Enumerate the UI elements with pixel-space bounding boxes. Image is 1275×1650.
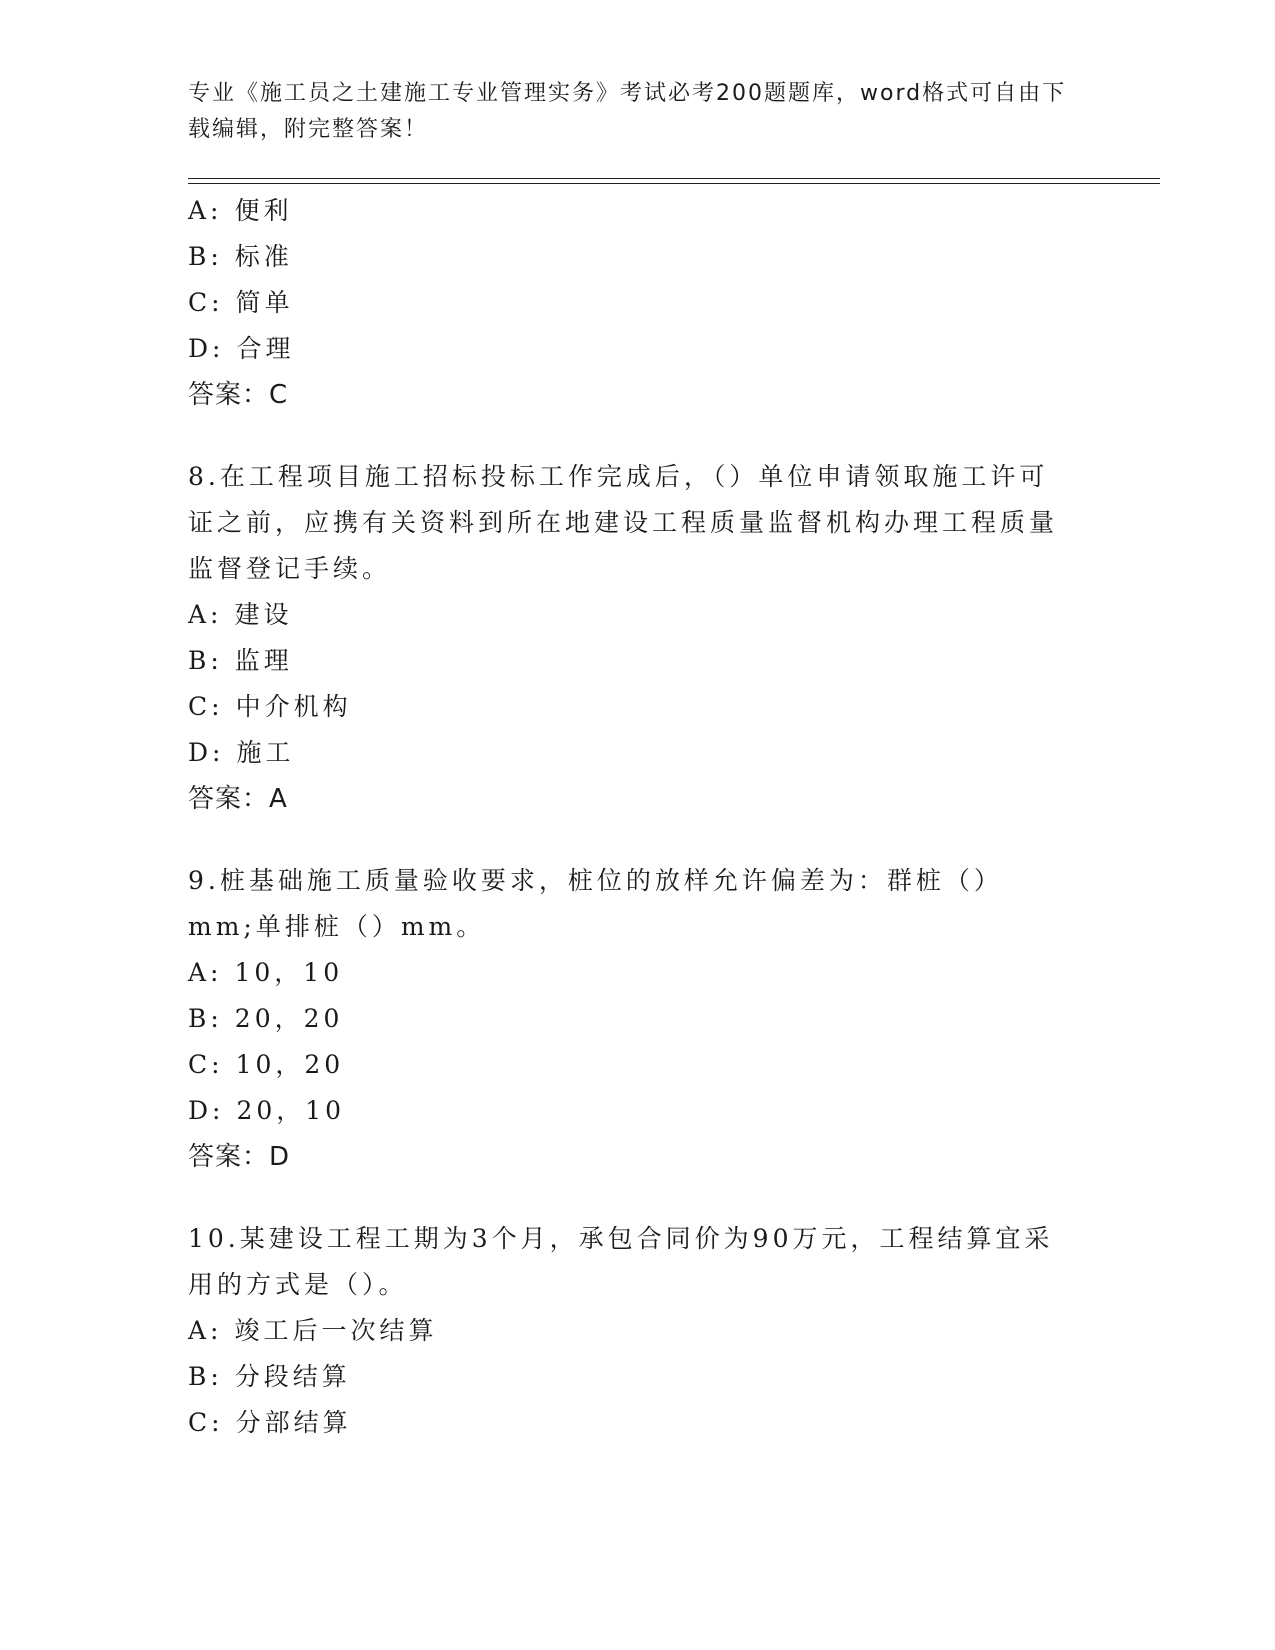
option-b: B: 20，20 <box>188 1004 344 1033</box>
question-text: 9.桩基础施工质量验收要求，桩位的放样允许偏差为：群桩（）mm;单排桩（）mm。 <box>188 866 1003 941</box>
header-divider <box>188 178 1160 179</box>
answer: 答案：C <box>188 380 289 410</box>
question-text: 10.某建设工程工期为3个月，承包合同价为90万元，工程结算宜采用的方式是（）。 <box>188 1224 1054 1299</box>
question-continued <box>188 188 1068 418</box>
option-b: B: 监理 <box>188 646 293 675</box>
question-list <box>188 188 1068 1446</box>
option-c: C: 分部结算 <box>188 1408 352 1437</box>
option-b: B: 分段结算 <box>188 1362 351 1391</box>
option-d: D: 合理 <box>188 334 295 363</box>
option-a: A: 建设 <box>188 600 293 629</box>
option-c: C: 简单 <box>188 288 294 317</box>
option-d: D: 20，10 <box>188 1096 346 1125</box>
option-c: C: 10，20 <box>188 1050 345 1079</box>
question-text: 8.在工程项目施工招标投标工作完成后，（）单位申请领取施工许可证之前，应携有关资料到所在地建设工程质量监督机构办理工程质量监督登记手续。 <box>188 462 1059 583</box>
question-9 <box>188 858 1068 1180</box>
option-a: A: 竣工后一次结算 <box>188 1316 438 1345</box>
question-10 <box>188 1216 1068 1446</box>
option-d: D: 施工 <box>188 738 295 767</box>
option-b: B: 标准 <box>188 242 293 271</box>
option-a: A: 便利 <box>188 196 293 225</box>
option-a: A: 10，10 <box>188 958 344 987</box>
option-c: C: 中介机构 <box>188 692 352 721</box>
header-divider-secondary <box>188 183 1160 184</box>
answer: 答案：A <box>188 784 288 814</box>
document-header: 专业《施工员之土建施工专业管理实务》考试必考200题题库，word格式可自由下载编辑，附完整答案！ <box>188 81 1067 142</box>
answer: 答案：D <box>188 1142 291 1172</box>
question-8 <box>188 454 1068 822</box>
